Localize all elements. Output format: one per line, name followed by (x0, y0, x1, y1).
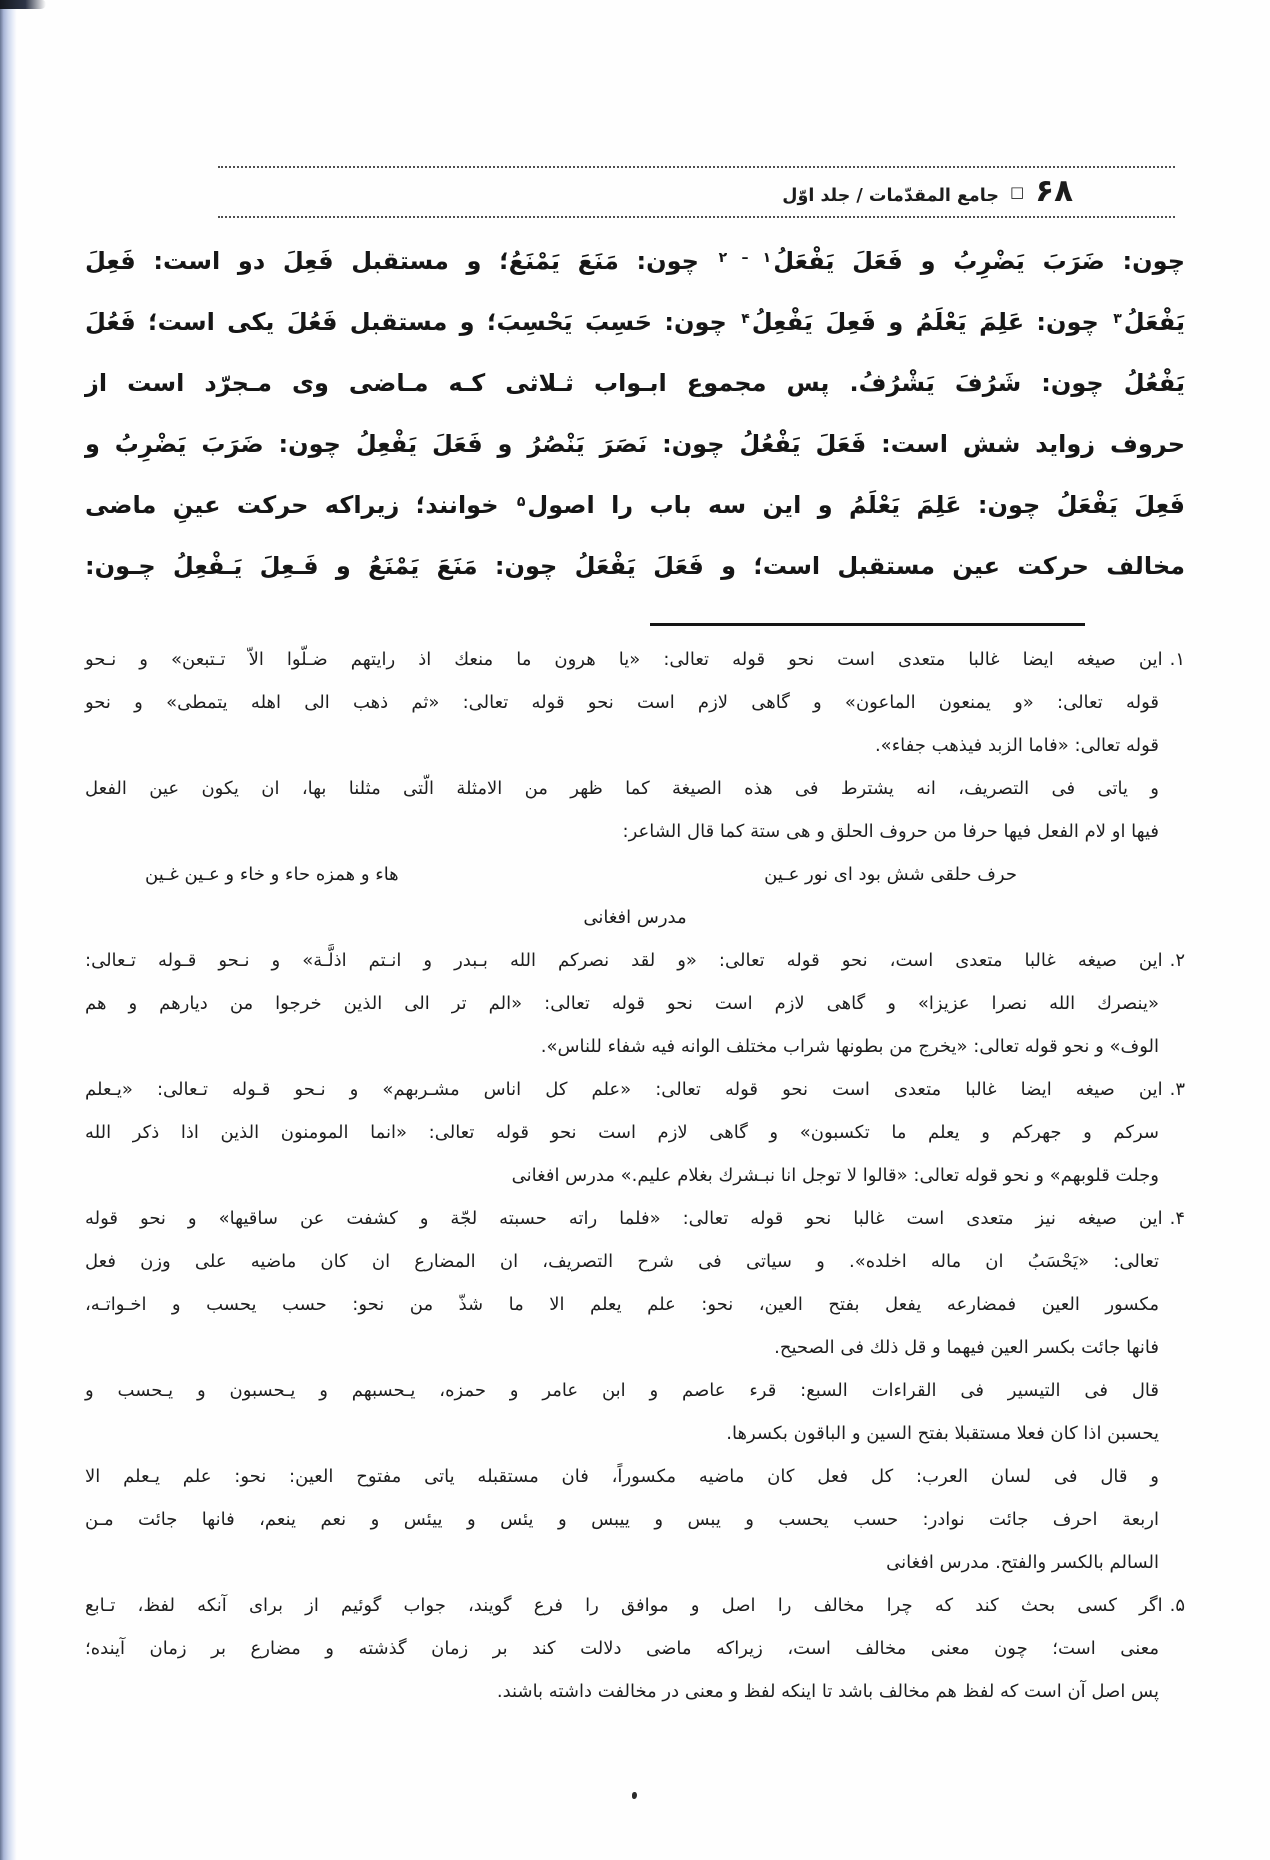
footnote-line: پس اصل آن است كه لفظ هم مخالف باشد تا اينكه لفظ و معنى در مخالفت داشته باشند. (496, 1681, 1159, 1702)
footnote (85, 1584, 1185, 1713)
footnote-line: «ينصرك الله نصرا عزيزا» و گاهى لازم است نحو قوله تعالى: «الم تر الى الذين خرجوا من ديارهم و هم (85, 993, 1159, 1014)
footnote-line: فيها او لام الفعل فيها حرفا من حروف الحلق و هى ستة كما قال الشاعر: (622, 821, 1159, 842)
footnote-line: و ياتى فى التصريف، انه يشترط فى هذه الصيغة كما ظهر من الامثلة الّتى مثلنا بها، ان يكون عين الفعل (85, 778, 1159, 799)
square-bullet-icon: □ (1009, 183, 1025, 201)
footnote-line: تعالى: «يَحْسَبُ ان ماله اخلده». و سياتى فى شرح التصريف، ان المضارع ان كان ماضيه على وزن فعل (85, 1251, 1159, 1272)
main-text-line: يَفْعُلُ چون: شَرُفَ يَشْرُفُ. پس مجموع ابـواب ثـلاثى كـه مـاضى وى مـجرّد است از (85, 369, 1185, 397)
footnote-line: مكسور العين فمضارعه يفعل بفتح العين، نحو: علم يعلم الا ما شذّ من نحو: حسب يحسب و اخـواتـه، (85, 1294, 1159, 1315)
footnote-credit: مدرس افغانى (583, 907, 687, 928)
footnote-line: سركم و جهركم و يعلم ما تكسبون» و گاهى لازم است نحو قوله تعالى: «انما المومنون الذين اذا ذكر الله (85, 1122, 1159, 1143)
footnote-line: وجلت قلوبهم» و نحو قوله تعالى: «قالوا لا توجل انا نبـشرك بغلام عليم.» مدرس افغانى (511, 1165, 1159, 1186)
footnote-line: فانها جائت بكسر العين فيهما و قل ذلك فى الصحيح. (774, 1337, 1159, 1358)
main-text-line: فَعِلَ يَفْعَلُ چون: عَلِمَ يَعْلَمُ و اين سه باب را اصول$^۵$ خوانند؛ زيراكه حركت عينِ ماضى (85, 491, 1185, 519)
main-text-line: چون: ضَرَبَ يَضْرِبُ و فَعَلَ يَفْعَلُ$^{۱ - ۲}$ چون: مَنَعَ يَمْنَعُ؛ و مستقبل فَعِلَ دو است: فَعِلَ (85, 247, 1185, 275)
footnote-number: ۲. (1169, 950, 1185, 971)
footnote-line: ۲.اين صيغه غالبا متعدى است، نحو قوله تعالى: «و لقد نصركم الله بـبدر و انـتم اذلَّـة» و نـحو قـوله تـعالى: (85, 950, 1185, 971)
footnote-line: السالم بالكسر والفتح. مدرس افغانى (886, 1552, 1159, 1573)
footnote-line: قوله تعالى: «فاما الزبد فيذهب جفاء». (874, 735, 1159, 756)
verse-line (85, 853, 1185, 896)
verse-hemistich-right: حرف حلقى شش بود اى نور عـين (764, 864, 1017, 885)
page-number: ۶۸ (1035, 173, 1073, 209)
footnote-number: ۵. (1169, 1595, 1185, 1616)
footnote (85, 1197, 1185, 1584)
footnote-line: ۵.اگر كسى بحث كند كه چرا مخالف را اصل و موافق را فرع گويند، جواب گوئيم از براى آنكه لفظ، تـابع (85, 1595, 1185, 1616)
footnote-number: ۳. (1169, 1079, 1185, 1100)
footnote-number: ۱. (1169, 649, 1185, 670)
footnote-line: قال فى التيسير فى القراءات السبع: قرء عاصم و ابن عامر و حمزه، يـحسبهم و يـحسبون و يـحسب و (85, 1380, 1159, 1401)
footnote-line: الوف» و نحو قوله تعالى: «يخرج من بطونها شراب مختلف الوانه فيه شفاء للناس». (540, 1036, 1159, 1057)
footnote-line: اربعة احرف جائت نوادر: حسب يحسب و يبس و ييبس و يئس و ييئس و نعم ينعم، فانها جائت مـن (85, 1509, 1159, 1530)
footnote-number: ۴. (1169, 1208, 1185, 1229)
footnote-line: يحسبن اذا كان فعلا مستقبلا بفتح السين و الباقون بكسرها. (726, 1423, 1159, 1444)
footnote-ref: ۵ (516, 494, 526, 510)
footnote (85, 1068, 1185, 1197)
footnote (85, 939, 1185, 1068)
header-line (85, 168, 1185, 216)
footnote-ref: ۴ (741, 311, 750, 327)
main-text-line: مخالف حركت عين مستقبل است؛ و فَعَلَ يَفْعَلُ چون: مَنَعَ يَمْنَعُ و فَـعِلَ يَـفْعِلُ چـون: (85, 552, 1185, 580)
footnote-line: معنى است؛ چون معنى مخالف است، زيراكه ماضى دلالت كند بر زمان گذشته و مضارع بر زمان آينده؛ (85, 1638, 1159, 1659)
footnote-ref: ۳ (1113, 311, 1122, 327)
footnote-line: قوله تعالى: «و يمنعون الماعون» و گاهى لازم است نحو قوله تعالى: «ثم ذهب الى اهله يتمطى» و نحو (85, 692, 1159, 713)
footnote-separator (650, 623, 1085, 626)
footnote-line: ۳.اين صيغه ايضا غالبا متعدى است نحو قوله تعالى: «علم كل اناس مشـربهم» و نـحو قـوله تـعالى: «يـعلم (85, 1079, 1185, 1100)
footnote (85, 638, 1185, 939)
book-title: جامع المقدّمات / جلد اوّل (782, 186, 999, 206)
footnote-line: ۴.اين صيغه نيز متعدى است غالبا نحو قوله تعالى: «فلما راته حسبته لجّة و كشفت عن ساقيها» و نحو قوله (85, 1208, 1185, 1229)
main-text (85, 231, 1185, 597)
verse-hemistich-left: هاء و همزه حاء و خاء و عـين غـين (145, 864, 399, 885)
scan-speck (632, 1792, 637, 1799)
footnotes (85, 638, 1185, 1713)
running-head (85, 166, 1185, 218)
header-rule-bottom (218, 216, 1175, 218)
main-text-line: يَفْعَلُ$^۳$ چون: عَلِمَ يَعْلَمُ و فَعِلَ يَفْعِلُ$^۴$ چون: حَسِبَ يَحْسِبَ؛ و مستقبل فَعُلَ يكى است؛ فَعُلَ (85, 308, 1185, 336)
footnote-ref: ۱ – ۲ (718, 250, 772, 266)
main-text-line: حروف زوايد شش است: فَعَلَ يَفْعُلُ چون: نَصَرَ يَنْصُرُ و فَعَلَ يَفْعِلُ چون: ضَرَبَ يَضْرِبُ و (85, 430, 1185, 458)
footnote-line: ۱.اين صيغه ايضا غالبا متعدى است نحو قوله تعالى: «يا هرون ما منعك اذ رايتهم ضـلّوا الاّ تـتبعن» و نـحو (85, 649, 1185, 670)
footnote-line: و قال فى لسان العرب: كل فعل كان ماضيه مكسوراً، فان مستقبله ياتى مفتوح العين: نحو: علم يـعلم الا (85, 1466, 1159, 1487)
